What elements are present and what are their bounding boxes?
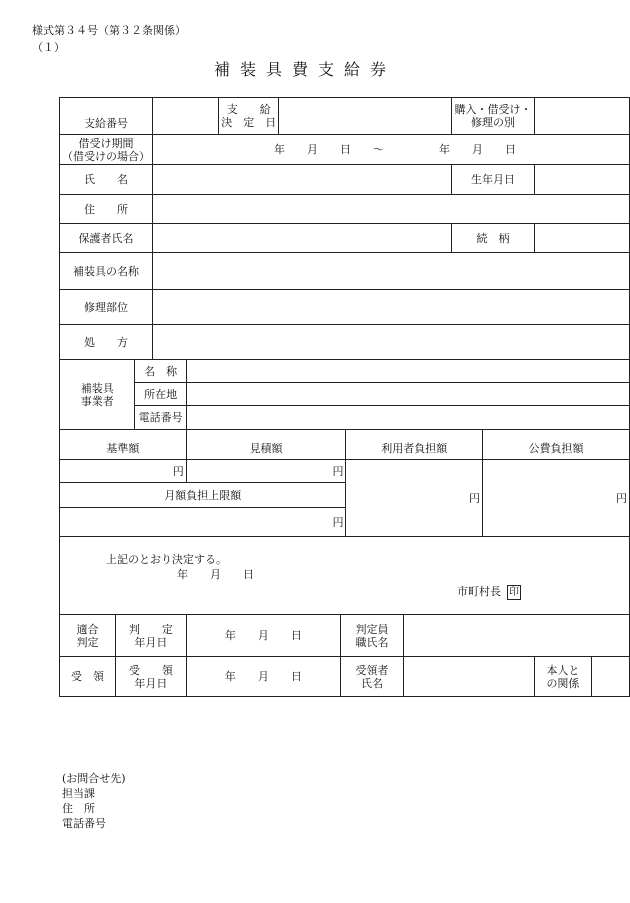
judgement-date-label: 判 定 年月日 [116,615,187,657]
judgement-date-field[interactable]: 年 月 日 [186,615,340,657]
yen-unit: 円 [332,515,344,529]
receipt-date-label: 受 領 年月日 [116,657,187,697]
receipt-date-field[interactable]: 年 月 日 [186,657,340,697]
base-amount-label: 基準額 [60,430,187,460]
vendor-location-field[interactable] [186,383,629,406]
decision-text: 上記のとおり決定する。 [106,553,227,566]
base-amount-field[interactable] [60,460,187,483]
guardian-name-label: 保護者氏名 [60,224,153,253]
decision-date: 年 月 日 [177,568,254,581]
recipient-name-label: 受領者 氏名 [341,657,404,697]
judgement-officer-field[interactable] [404,615,630,657]
mayor-label: 市町村長 [457,585,501,598]
mayor-signature [457,585,521,600]
contact-address: 住 所 [62,802,95,815]
name-label: 氏 名 [60,165,153,195]
repair-part-label: 修理部位 [60,290,153,325]
voucher-form-table [59,97,630,697]
vendor-name-field[interactable] [186,360,629,383]
category-label: 購入・借受け・ 修理の別 [452,98,534,135]
rental-period-label: 借受け期間 （借受けの場合） [60,135,153,165]
judgement-label: 適合 判定 [60,615,116,657]
decision-block [60,537,630,615]
vendor-phone-field[interactable] [186,406,629,430]
user-burden-field[interactable] [346,460,483,537]
category-field[interactable] [534,98,629,135]
seal-icon: 印 [509,587,519,598]
prescription-label: 処 方 [60,325,153,360]
device-name-label: 補装具の名称 [60,253,153,290]
public-burden-label: 公費負担額 [482,430,629,460]
device-name-field[interactable] [153,253,630,290]
yen-unit: 円 [616,491,627,505]
rental-period-field[interactable]: 年 月 日 〜 年 月 日 [153,135,630,165]
public-burden-field[interactable] [482,460,629,537]
vendor-name-label: 名 称 [135,360,186,383]
name-field[interactable] [153,165,452,195]
dob-field[interactable] [534,165,629,195]
relation-to-user-label: 本人と の関係 [534,657,592,697]
estimate-amount-label: 見積額 [186,430,346,460]
relationship-label: 続 柄 [452,224,534,253]
payment-number-field[interactable] [153,98,219,135]
contact-block [62,771,126,831]
payment-number-label: 支給番号 [60,98,153,135]
form-number: 様式第３４号（第３２条関係） [32,24,186,37]
contact-phone: 電話番号 [62,817,106,830]
relation-to-user-field[interactable] [592,657,630,697]
monthly-cap-label: 月額負担上限額 [60,483,346,508]
decision-date-field[interactable] [279,98,452,135]
address-field[interactable] [153,195,630,224]
vendor-phone-label: 電話番号 [135,406,186,430]
address-label: 住 所 [60,195,153,224]
yen-unit: 円 [468,491,480,505]
decision-date-label: 支 給 決 定 日 [219,98,279,135]
prescription-field[interactable] [153,325,630,360]
user-burden-label: 利用者負担額 [346,430,483,460]
yen-unit: 円 [332,464,344,478]
monthly-cap-field[interactable] [60,508,346,537]
sub-number: （１） [32,41,65,54]
dob-label: 生年月日 [452,165,534,195]
guardian-name-field[interactable] [153,224,452,253]
recipient-name-field[interactable] [404,657,535,697]
relationship-field[interactable] [534,224,629,253]
vendor-location-label: 所在地 [135,383,186,406]
estimate-amount-field[interactable] [186,460,346,483]
page-title: 補装具費支給券 [214,60,397,79]
vendor-group-label: 補装具 事業者 [60,360,135,430]
contact-section: 担当課 [62,787,95,800]
contact-heading: (お問合せ先) [62,772,126,785]
yen-unit: 円 [172,464,184,478]
judgement-officer-label: 判定員 職氏名 [341,615,404,657]
receipt-label: 受 領 [60,657,116,697]
repair-part-field[interactable] [153,290,630,325]
